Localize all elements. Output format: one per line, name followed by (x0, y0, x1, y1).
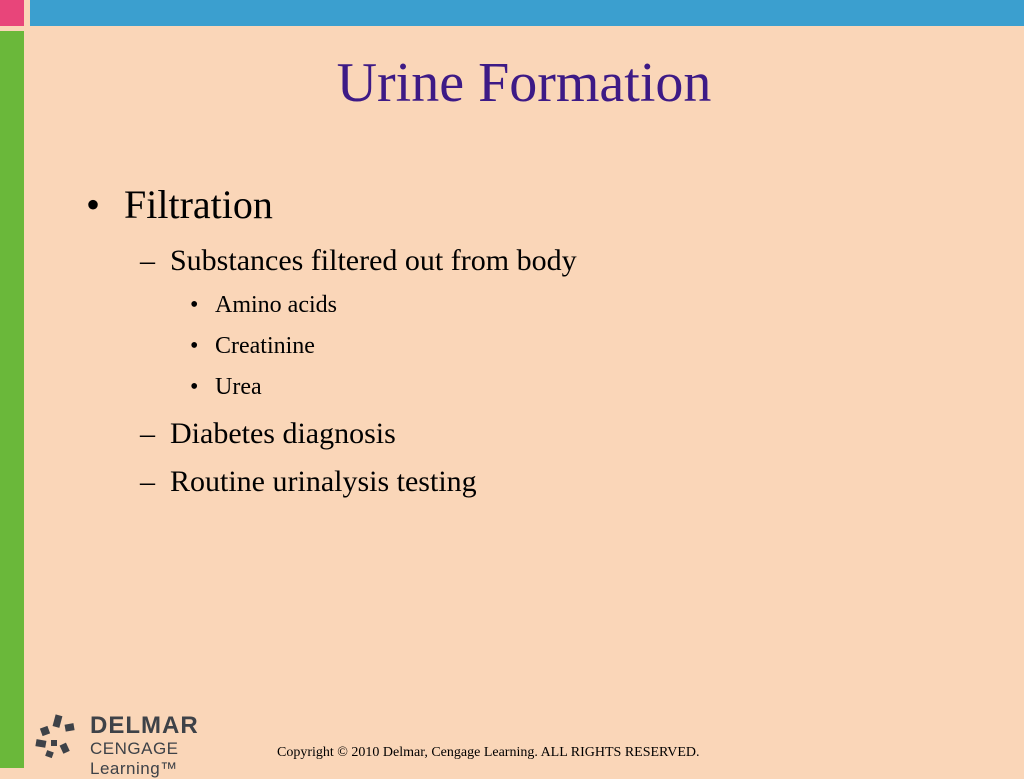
bullet-marker: • (86, 182, 101, 227)
logo-word-delmar: DELMAR (90, 712, 199, 739)
dash-marker: – (140, 244, 155, 277)
bullet-filtration: Filtration (124, 182, 273, 227)
logo-mark-icon (34, 711, 82, 759)
bullet-marker: • (190, 333, 199, 359)
sub-bullet-diabetes: Diabetes diagnosis (170, 417, 396, 450)
slide-title: Urine Formation (336, 52, 712, 114)
bullet-marker: • (190, 292, 199, 318)
sub-sub-bullet-creatinine: Creatinine (215, 333, 315, 359)
logo-word-cengage: CENGAGE Learning™ (90, 739, 179, 778)
sub-bullet-substances: Substances filtered out from body (170, 244, 577, 277)
dash-marker: – (140, 417, 155, 450)
copyright-notice: Copyright © 2010 Delmar, Cengage Learning. ALL RIGHTS RESERVED. (277, 745, 700, 760)
sub-sub-bullet-urea: Urea (215, 374, 262, 400)
dash-marker: – (140, 465, 155, 498)
sub-bullet-urinalysis: Routine urinalysis testing (170, 465, 477, 498)
sub-sub-bullet-amino-acids: Amino acids (215, 292, 337, 318)
bullet-marker: • (190, 374, 199, 400)
delmar-cengage-logo (34, 711, 264, 778)
